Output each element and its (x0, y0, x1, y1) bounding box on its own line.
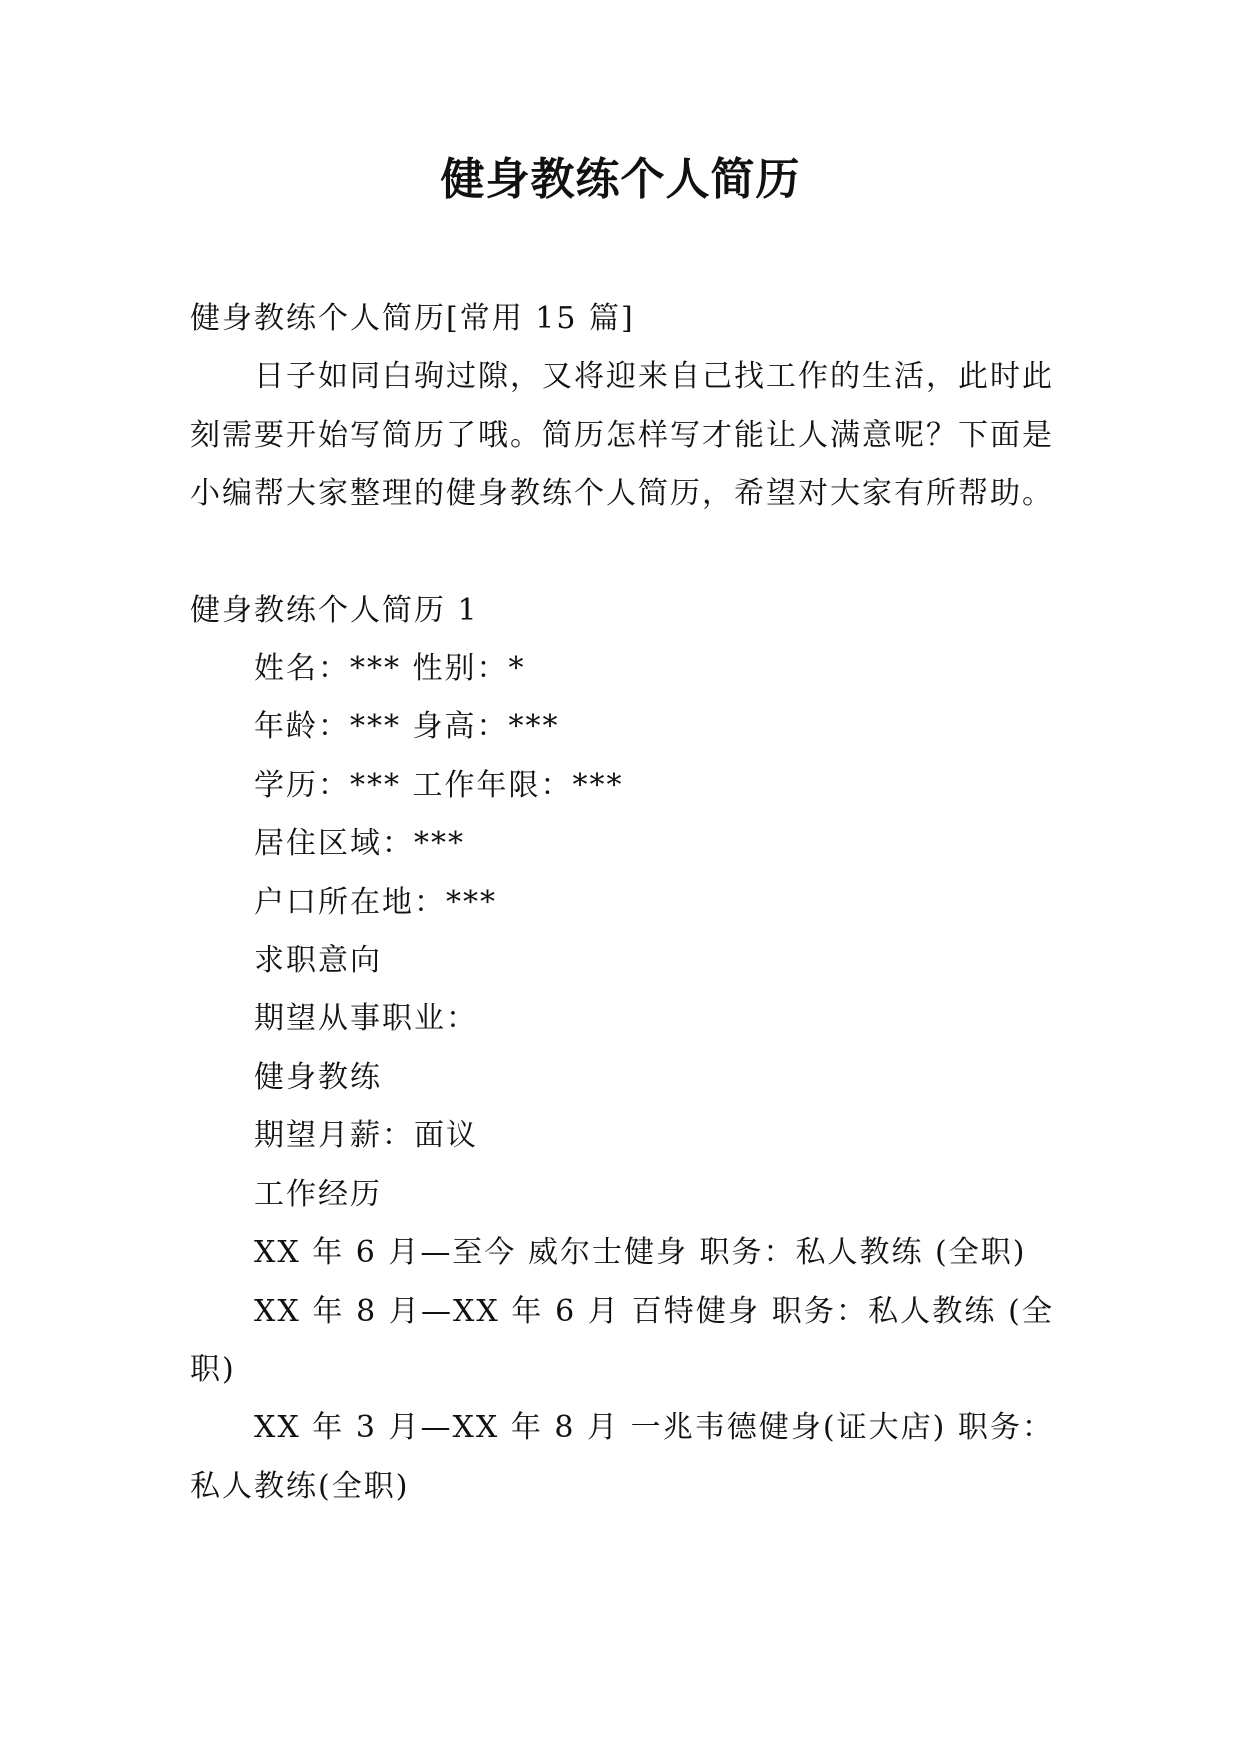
document-title: 健身教练个人简历 (440, 154, 801, 205)
info-line-name-gender: 姓名：*** 性别：* (254, 651, 526, 687)
experience-item: XX 年 8 月—XX 年 6 月 百特健身 职务：私人教练 (全职) (190, 1293, 1054, 1387)
experience-item: XX 年 6 月—至今 威尔士健身 职务：私人教练 (全职) (254, 1235, 1027, 1271)
info-line-hukou: 户口所在地：*** (254, 884, 497, 920)
document-subtitle: 健身教练个人简历[常用 15 篇] (190, 301, 635, 336)
info-line-education-years: 学历：*** 工作年限：*** (254, 767, 624, 803)
experience-item: XX 年 3 月—XX 年 8 月 一兆韦德健身(证大店) 职务：私人教练(全职) (190, 1410, 1054, 1504)
info-line-residence: 居住区域：*** (254, 826, 465, 862)
info-line-desired-occupation: 健身教练 (254, 1059, 382, 1095)
info-line-job-intention: 求职意向 (254, 943, 382, 979)
info-line-desired-salary: 期望月薪：面议 (254, 1118, 478, 1154)
info-line-work-experience: 工作经历 (254, 1176, 382, 1212)
info-line-age-height: 年龄：*** 身高：*** (254, 709, 560, 745)
intro-paragraph: 日子如同白驹过隙，又将迎来自己找工作的生活，此时此刻需要开始写简历了哦。简历怎样写才能让人满意呢？下面是小编帮大家整理的健身教练个人简历，希望对大家有所帮助。 (190, 359, 1054, 512)
document-body (190, 290, 1054, 1516)
info-line-desired-occupation-label: 期望从事职业： (254, 1001, 478, 1037)
paragraph-gap (190, 524, 1054, 582)
section-heading: 健身教练个人简历 1 (190, 592, 479, 628)
